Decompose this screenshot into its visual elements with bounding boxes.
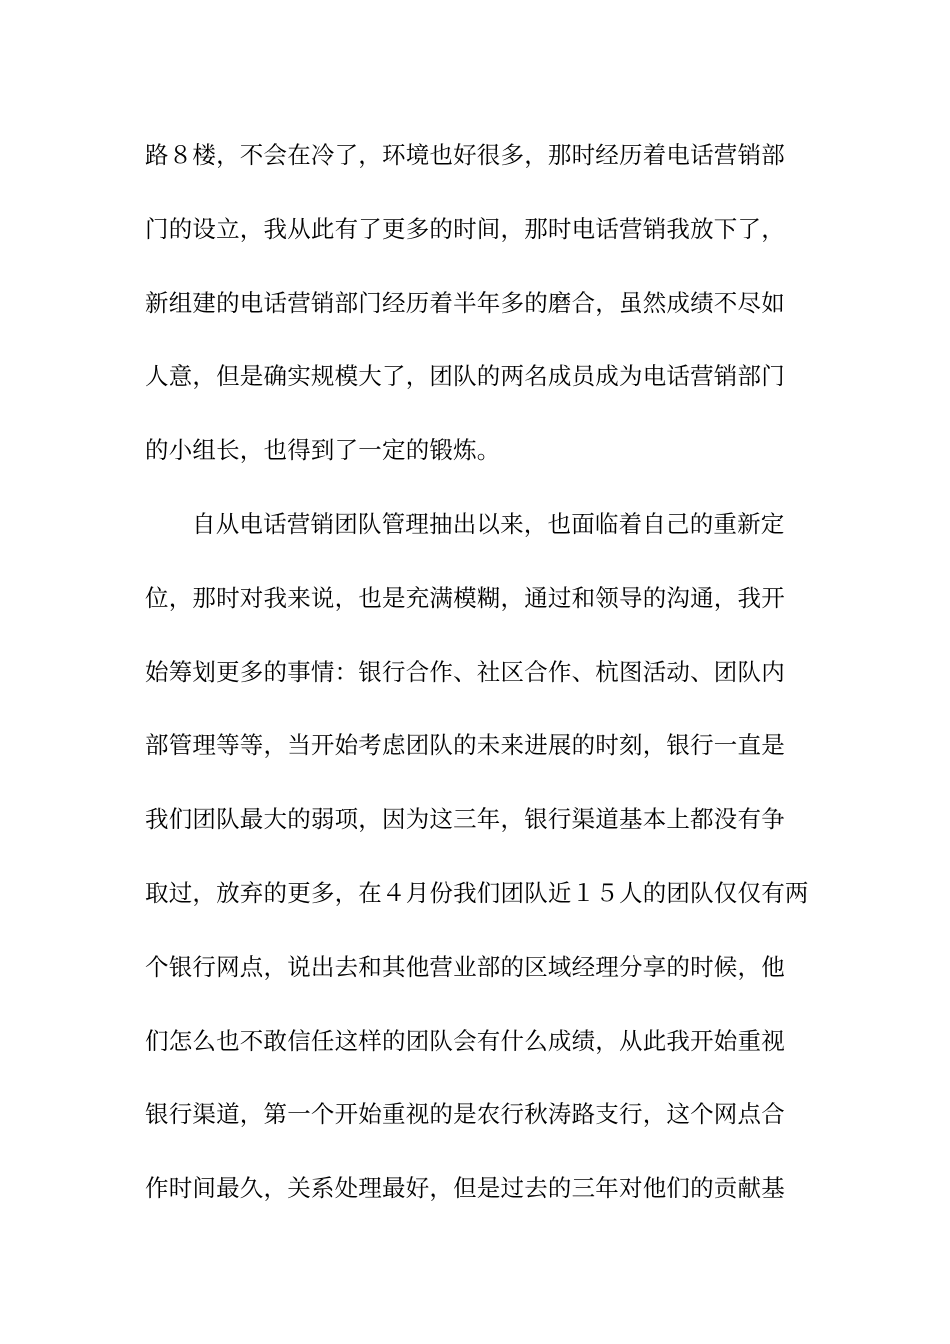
text-line: 路８楼，不会在冷了，环境也好很多，那时经历着电话营销部 [145,141,785,169]
document-body [145,125,809,1232]
text-line: 作时间最久，关系处理最好，但是过去的三年对他们的贡献基 [145,1174,785,1203]
text-line: 的小组长，也得到了一定的锻炼。 [145,436,501,465]
text-line: 取过，放弃的更多，在４月份我们团队近１５人的团队仅仅有两 [145,878,809,907]
text-line: 人意，但是确实规模大了，团队的两名成员成为电话营销部门 [145,362,785,391]
text-line: 个银行网点，说出去和其他营业部的区域经理分享的时候，他 [145,952,785,981]
text-line: 始筹划更多的事情：银行合作、社区合作、杭图活动、团队内 [145,657,785,686]
text-line: 们怎么也不敢信任这样的团队会有什么成绩，从此我开始重视 [145,1026,785,1055]
text-line: 部管理等等，当开始考虑团队的未来进展的时刻，银行一直是 [145,731,785,760]
text-line-first: 自从电话营销团队管理抽出以来，也面临着自己的重新定 [192,509,785,538]
text-line: 我们团队最大的弱项，因为这三年，银行渠道基本上都没有争 [145,805,785,834]
text-line: 位，那时对我来说，也是充满模糊，通过和领导的沟通，我开 [145,583,785,612]
text-line: 银行渠道，第一个开始重视的是农行秋涛路支行，这个网点合 [145,1100,785,1129]
paragraph-continued [145,125,805,494]
text-line: 新组建的电话营销部门经历着半年多的磨合，虽然成绩不尽如 [145,288,785,317]
paragraph [145,494,809,1232]
text-line: 门的设立，我从此有了更多的时间，那时电话营销我放下了， [145,214,785,243]
